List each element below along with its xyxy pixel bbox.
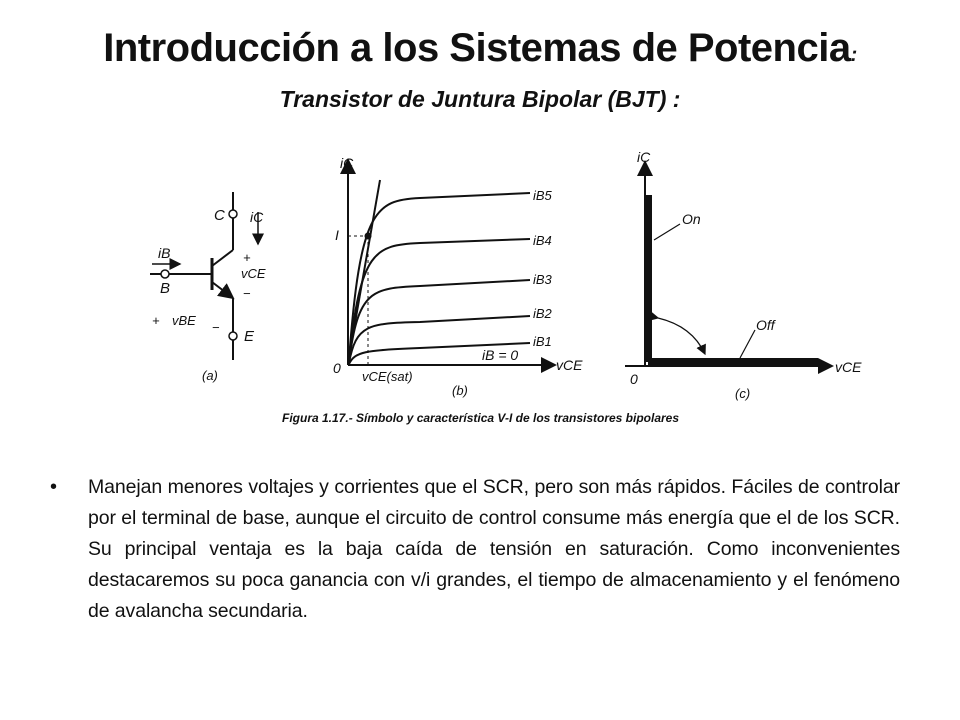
- label-ib5: iB5: [533, 188, 552, 203]
- on-leader: [654, 224, 680, 240]
- bullet-text: Manejan menores voltajes y corrientes que el SCR, pero son más rápidos. Fáciles de controlar por el terminal de base, aunque el circuito de control consume más energía que el de los SCR. Su principal ventaja es la baja caída de tensión en saturación. Como inconvenientes destacaremos su poca ganancia con v/i grandes, el tiempo de almacenamiento y el fenómeno de avalancha secundaria.: [88, 476, 900, 622]
- bullet-item: [50, 472, 900, 627]
- slide-subtitle: Transistor de Juntura Bipolar (BJT) :: [279, 86, 681, 112]
- tag-c: (c): [735, 386, 751, 401]
- label-e: E: [244, 328, 255, 345]
- label-off: Off: [756, 317, 775, 333]
- label-ib1: iB1: [533, 334, 552, 349]
- label-ib-zero: iB = 0: [482, 347, 519, 363]
- collector-terminal: [229, 210, 237, 218]
- slide-title: [0, 26, 960, 71]
- slide-title-text: Introducción a los Sistemas de Potencia: [103, 26, 851, 70]
- curve-ib4: [349, 239, 530, 361]
- label-b: B: [160, 280, 171, 297]
- panel-c-ideal-switch: [625, 149, 862, 401]
- tag-b: (b): [452, 383, 468, 398]
- b-y-label: iC: [340, 155, 354, 171]
- collector-diag: [212, 250, 233, 266]
- switching-arc: [658, 318, 705, 354]
- b-x-label: vCE: [556, 357, 583, 373]
- label-vce: vCE: [241, 266, 266, 281]
- figure-caption: Figura 1.17.- Símbolo y característica V-I de los transistores bipolares: [282, 411, 680, 425]
- label-on: On: [682, 211, 701, 227]
- plus-ce: +: [243, 250, 251, 265]
- off-leader: [740, 330, 755, 358]
- label-ib: iB: [158, 245, 171, 261]
- panel-a-bjt-symbol: [150, 192, 266, 383]
- bullet-marker: •: [50, 476, 58, 498]
- tag-a: (a): [202, 368, 218, 383]
- minus-ce: −: [243, 286, 251, 301]
- c-origin: 0: [630, 371, 638, 387]
- plus-be: +: [152, 313, 160, 328]
- emitter-diag: [212, 282, 233, 298]
- slide-title-colon: :: [850, 44, 857, 66]
- label-ic: iC: [250, 209, 264, 225]
- c-y-label: iC: [637, 149, 651, 165]
- base-terminal: [161, 270, 169, 278]
- label-ib4: iB4: [533, 233, 552, 248]
- label-vce-sat: vCE(sat): [362, 369, 413, 384]
- b-origin: 0: [333, 360, 341, 376]
- label-vbe: vBE: [172, 313, 196, 328]
- emitter-terminal: [229, 332, 237, 340]
- label-c: C: [214, 207, 225, 224]
- c-x-label: vCE: [835, 359, 862, 375]
- label-ib2: iB2: [533, 306, 552, 321]
- bjt-figure: [0, 130, 960, 420]
- minus-be: −: [212, 320, 220, 335]
- curve-ib5: [349, 193, 530, 360]
- label-ib3: iB3: [533, 272, 552, 287]
- b-current-label: I: [335, 227, 339, 243]
- panel-b-characteristics: [333, 155, 583, 398]
